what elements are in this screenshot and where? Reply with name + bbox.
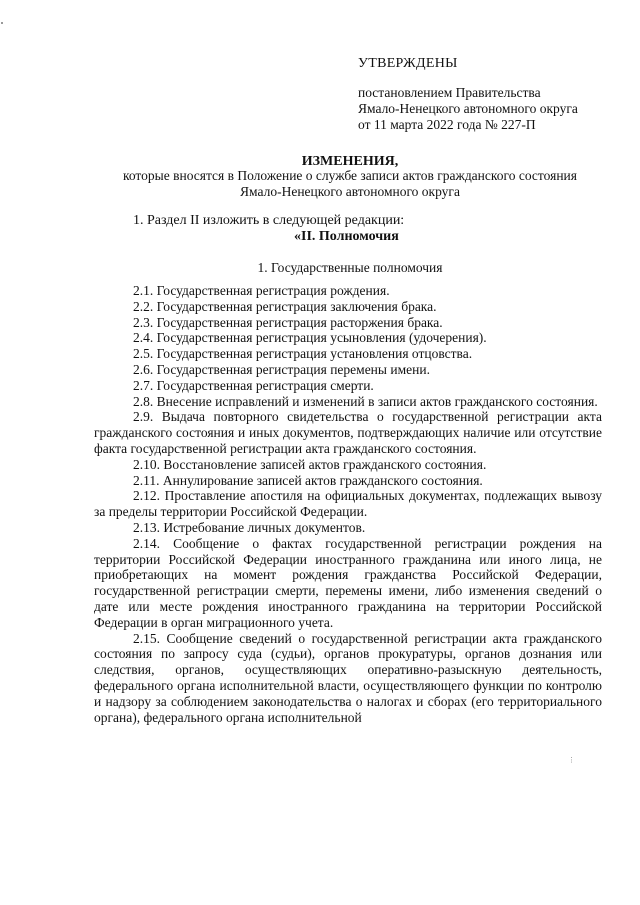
provision-paragraph: 2.2. Государственная регистрация заключения брака. bbox=[133, 298, 437, 314]
document-title: ИЗМЕНЕНИЯ, bbox=[301, 154, 399, 169]
scan-artifact-dot bbox=[1, 22, 3, 24]
provision-paragraph: 2.9. Выдача повторного свидетельства о государственной регистрации акта гражданского состояния и иных документов, подтверждающих наличие или отсутствие факта государственной регистрации акта гражданского состояния. bbox=[94, 409, 602, 456]
approval-line: постановлением Правительства bbox=[358, 85, 541, 100]
provision-paragraph: 2.6. Государственная регистрация перемены имени. bbox=[133, 361, 430, 377]
provision-paragraph: 2.15. Сообщение сведений о государственной регистрации акта гражданского состояния по запросу суда (судьи), органов прокуратуры, органов дознания или следствия, органов, осуществляющих оперативно-разыскную деятельность, федерального органа исполнительной власти, осуществляющего функции по контролю и надзору за соблюдением законодательства о налогах и сборах (его территориального органа), федерального органа исполнительной bbox=[94, 630, 602, 725]
provision-paragraph: 2.14. Сообщение о фактах государственной регистрации рождения на территории Российской Федерации иностранного гражданина или иного лица, не приобретающих на момент рождения гражданства Российской Федерации, государственной регистрации смерти, перемены имени, либо изменения сведений о дате или месте рождения иностранного гражданина на территории Российской Федерации в орган миграционного учета. bbox=[94, 535, 602, 630]
provision-paragraph: 2.10. Восстановление записей актов гражданского состояния. bbox=[133, 456, 487, 472]
provision-paragraph: 2.13. Истребование личных документов. bbox=[133, 519, 366, 535]
provision-paragraph: 2.3. Государственная регистрация расторжения брака. bbox=[133, 314, 443, 330]
approval-line: Ямало-Ненецкого автономного округа bbox=[358, 101, 578, 116]
margin-mark: ⋮ bbox=[568, 756, 575, 764]
section-title: «II. Полномочия bbox=[294, 229, 399, 244]
provision-paragraph: 2.7. Государственная регистрация смерти. bbox=[133, 377, 374, 393]
subtitle-line: которые вносятся в Положение о службе записи актов гражданского состояния bbox=[122, 168, 577, 183]
provision-paragraph: 2.5. Государственная регистрация установления отцовства. bbox=[133, 346, 473, 362]
approval-line: от 11 марта 2022 года № 227-П bbox=[358, 117, 536, 132]
approval-block bbox=[358, 85, 578, 133]
provision-paragraph: 2.8. Внесение исправлений и изменений в записи актов гражданского состояния. bbox=[133, 393, 598, 409]
approval-stamp-title: УТВЕРЖДЕНЫ bbox=[358, 56, 458, 71]
amendment-item-1: 1. Раздел II изложить в следующей редакции: bbox=[133, 213, 405, 228]
provisions-list bbox=[94, 283, 602, 725]
provision-paragraph: 2.11. Аннулирование записей актов гражданского состояния. bbox=[133, 472, 483, 488]
provision-paragraph: 2.1. Государственная регистрация рождения. bbox=[133, 283, 390, 298]
subsection-title: 1. Государственные полномочия bbox=[257, 260, 443, 275]
provision-paragraph: 2.4. Государственная регистрация усыновления (удочерения). bbox=[133, 330, 487, 346]
document-subtitle bbox=[60, 168, 640, 200]
provision-paragraph: 2.12. Проставление апостиля на официальных документах, подлежащих вывозу за пределы территории Российской Федерации. bbox=[94, 488, 602, 520]
subtitle-line: Ямало-Ненецкого автономного округа bbox=[240, 184, 460, 199]
